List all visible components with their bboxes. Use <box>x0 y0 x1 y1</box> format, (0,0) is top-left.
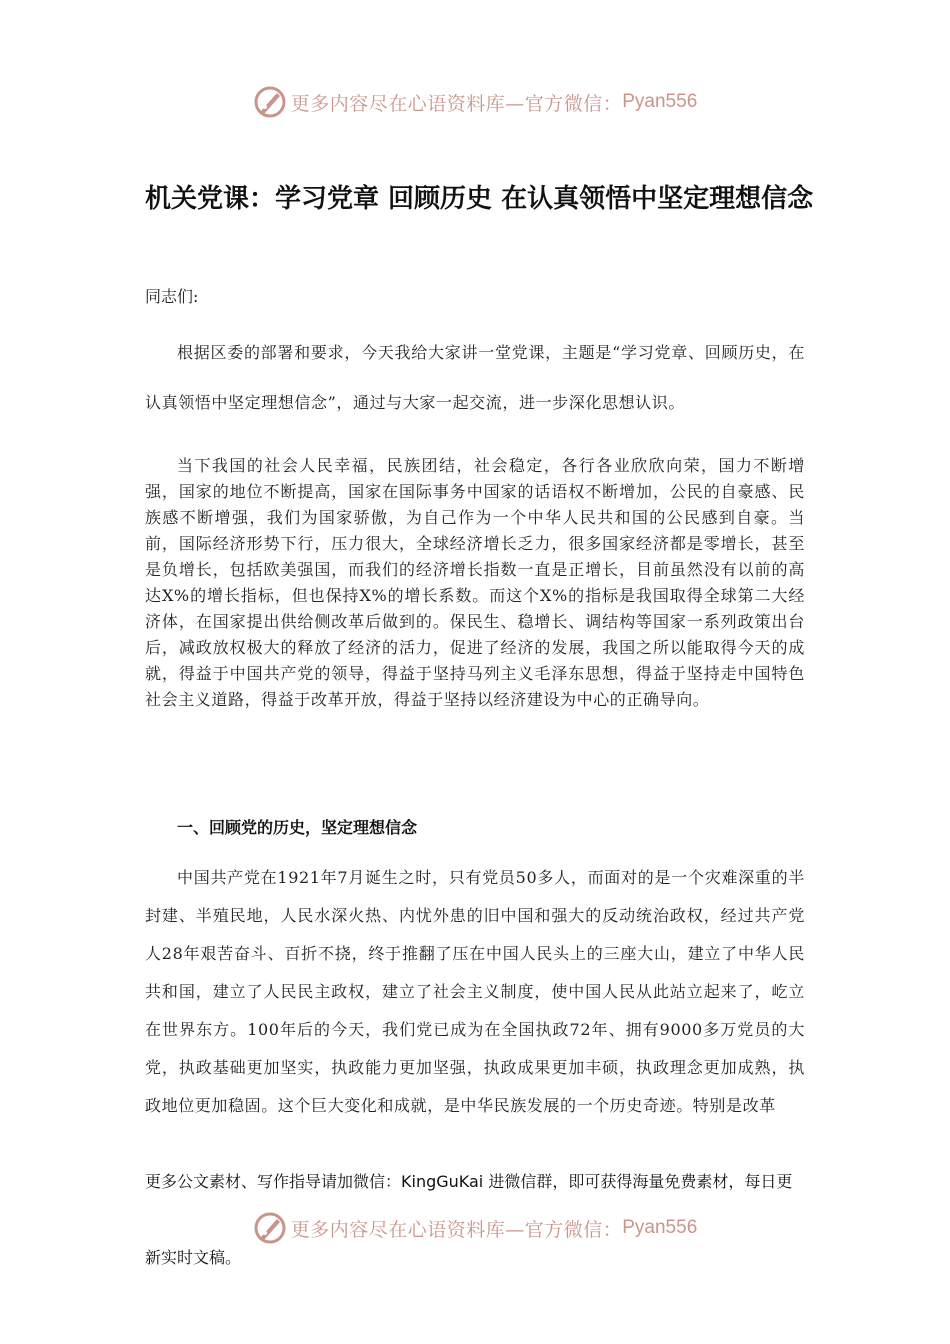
watermark-text: 更多内容尽在心语资料库—官方微信： <box>290 1218 623 1241</box>
section-heading: 一、回顾党的历史，坚定理想信念 <box>177 818 418 837</box>
watermark-text: 更多内容尽在心语资料库—官方微信： <box>290 92 623 115</box>
document-title: 机关党课：学习党章 回顾历史 在认真领悟中坚定理想信念 <box>145 184 814 214</box>
pen-logo-icon <box>253 85 287 119</box>
promo-line-end: 新实时文稿。 <box>145 1248 242 1267</box>
watermark-brand: Pyan556 <box>622 91 698 112</box>
paragraph-party-history: 中国共产党在1921年7月诞生之时，只有党员50多人，而面对的是一个灾难深重的半封建、半殖民地，人民水深火热、内忧外患的旧中国和强大的反动统治政权，经过共产党人28年艰苦奋斗、百折不挠，终于推翻了压在中国人民头上的三座大山，建立了中华人民共和国，建立了人民民主政权，建立了社会主义制度，使中国人民从此站立起来了，屹立在世界东方。100年后的今天，我们党已成为在全国执政72年、拥有9000多万党员的大党，执政基础更加坚实，执政能力更加坚强，执政成果更加丰硕，执政理念更加成熟，执政地位更加稳固。这个巨大变化和成就，是中华民族发展的一个历史奇迹。特别是改革 <box>145 868 805 1115</box>
watermark-footer <box>0 1208 950 1248</box>
watermark-brand: Pyan556 <box>622 1217 698 1238</box>
paragraph-intro: 根据区委的部署和要求，今天我给大家讲一堂党课，主题是“学习党章、回顾历史，在认真领悟中坚定理想信念”，通过与大家一起交流，进一步深化思想认识。 <box>145 343 805 412</box>
salutation: 同志们: <box>145 287 199 306</box>
promo-line: 更多公文素材、写作指导请加微信：KingGuKai 进微信群，即可获得海量免费素材，每日更 <box>145 1172 793 1191</box>
watermark-header <box>0 82 950 122</box>
paragraph-current-situation: 当下我国的社会人民幸福，民族团结，社会稳定，各行各业欣欣向荣，国力不断增强，国家的地位不断提高，国家在国际事务中国家的话语权不断增加，公民的自豪感、民族感不断增强，我们为国家骄傲，为自己作为一个中华人民共和国的公民感到自豪。当前，国际经济形势下行，压力很大，全球经济增长乏力，很多国家经济都是零增长，甚至是负增长，包括欧美强国，而我们的经济增长指数一直是正增长，目前虽然没有以前的高达X%的增长指标，但也保持X%的增长系数。而这个X%的指标是我国取得全球第二大经济体，在国家提出供给侧改革后做到的。保民生、稳增长、调结构等国家一系列政策出台后，减政放权极大的释放了经济的活力，促进了经济的发展，我国之所以能取得今天的成就，得益于中国共产党的领导，得益于坚持马列主义毛泽东思想，得益于坚持走中国特色社会主义道路，得益于改革开放，得益于坚持以经济建设为中心的正确导向。 <box>145 456 805 709</box>
pen-logo-icon <box>253 1211 287 1245</box>
